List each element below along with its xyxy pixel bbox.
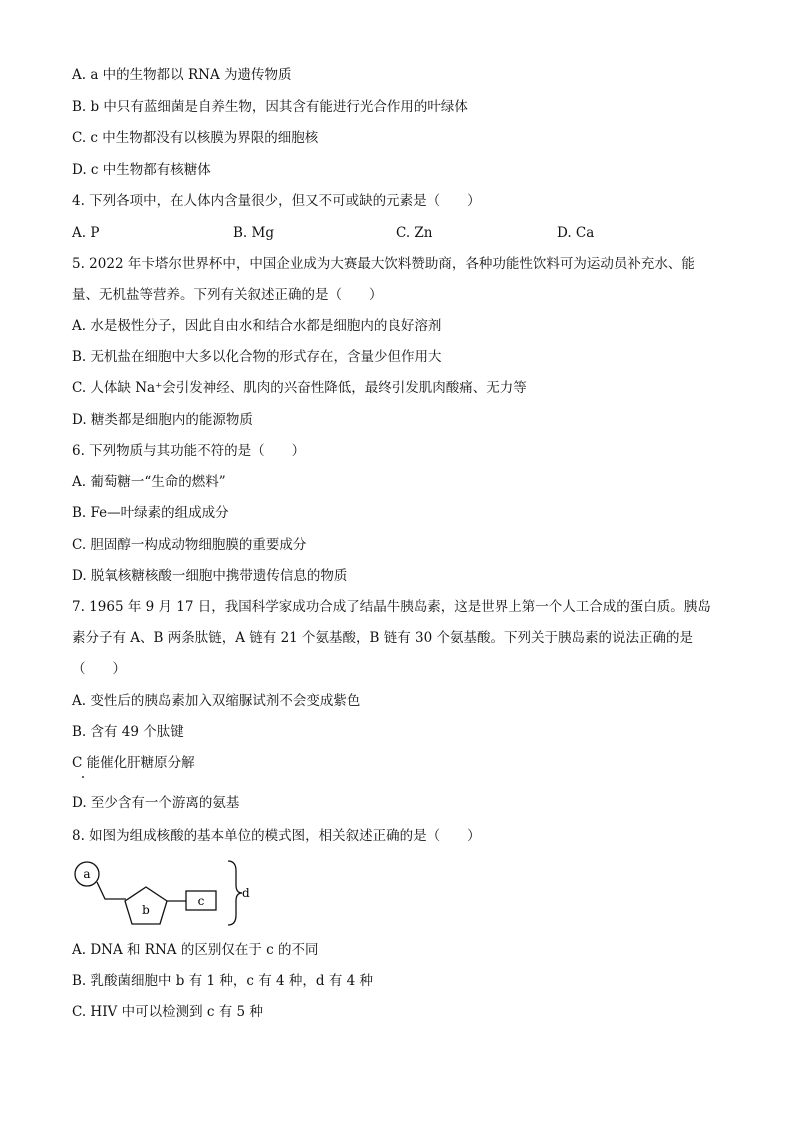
q8-option-c: C. HIV 中可以检测到 c 有 5 种 bbox=[72, 1004, 263, 1020]
q3-option-b: B. b 中只有蓝细菌是自养生物，因其含有能进行光合作用的叶绿体 bbox=[72, 99, 468, 115]
q7-option-c: C 能催化肝糖原分解 bbox=[72, 755, 195, 771]
q5-stem-line1: 5. 2022 年卡塔尔世界杯中，中国企业成为大赛最大饮料赞助商，各种功能性饮料可为运动员补充水、能 bbox=[72, 256, 695, 272]
q8-option-b: B. 乳酸菌细胞中 b 有 1 种，c 有 4 种，d 有 4 种 bbox=[72, 973, 374, 989]
q7-stem-line2: 素分子有 A、B 两条肽链，A 链有 21 个氨基酸，B 链有 30 个氨基酸。下列关于胰岛素的说法正确的是 bbox=[72, 630, 694, 646]
q3-option-d: D. c 中生物都有核糖体 bbox=[72, 162, 211, 178]
brace bbox=[228, 861, 242, 925]
q8-stem: 8. 如图为组成核酸的基本单位的模式图，相关叙述正确的是（ ） bbox=[72, 828, 481, 844]
bond-a-b bbox=[97, 882, 126, 899]
q7-option-b: B. 含有 49 个肽键 bbox=[72, 724, 184, 740]
nucleotide-diagram bbox=[66, 855, 266, 930]
q4-option-d: D. Ca bbox=[557, 225, 595, 241]
q5-option-b: B. 无机盐在细胞中大多以化合物的形式存在，含量少但作用大 bbox=[72, 349, 442, 365]
q4-option-a: A. P bbox=[72, 225, 100, 241]
q3-option-a: A. a 中的生物都以 RNA 为遗传物质 bbox=[72, 67, 292, 83]
q4-option-c: C. Zn bbox=[396, 225, 433, 241]
q8-option-a: A. DNA 和 RNA 的区别仅在于 c 的不同 bbox=[72, 942, 319, 958]
q5-option-d: D. 糖类都是细胞内的能源物质 bbox=[72, 412, 253, 428]
q4-option-b: B. Mg bbox=[233, 225, 274, 241]
q6-option-d: D. 脱氧核糖核酸一细胞中携带遗传信息的物质 bbox=[72, 568, 348, 584]
q7-stem-line1: 7. 1965 年 9 月 17 日，我国科学家成功合成了结晶牛胰岛素，这是世界上第一个人工合成的蛋白质。胰岛 bbox=[72, 599, 711, 615]
label-b: b bbox=[142, 903, 150, 917]
label-a: a bbox=[83, 867, 91, 881]
q3-option-c: C. c 中生物都没有以核膜为界限的细胞核 bbox=[72, 130, 319, 146]
q5-stem-line2: 量、无机盐等营养。下列有关叙述正确的是（ ） bbox=[72, 287, 383, 303]
q4-stem: 4. 下列各项中，在人体内含量很少，但又不可或缺的元素是（ ） bbox=[72, 193, 481, 209]
label-c: c bbox=[197, 894, 205, 908]
q6-option-c: C. 胆固醇一构成动物细胞膜的重要成分 bbox=[72, 537, 307, 553]
q7-option-d: D. 至少含有一个游离的氨基 bbox=[72, 795, 240, 811]
q6-option-b: B. Fe—叶绿素的组成成分 bbox=[72, 505, 229, 521]
q5-option-a: A. 水是极性分子，因此自由水和结合水都是细胞内的良好溶剂 bbox=[72, 318, 442, 334]
q7-option-a: A. 变性后的胰岛素加入双缩脲试剂不会变成紫色 bbox=[72, 693, 361, 709]
q5-option-c: C. 人体缺 Na⁺会引发神经、肌肉的兴奋性降低，最终引发肌肉酸痛、无力等 bbox=[72, 380, 527, 396]
q6-stem: 6. 下列物质与其功能不符的是（ ） bbox=[72, 443, 306, 459]
label-d: d bbox=[242, 886, 250, 900]
q6-option-a: A. 葡萄糖一“生命的燃料” bbox=[72, 474, 226, 490]
stray-mark bbox=[82, 776, 84, 778]
q7-stem-line3: （ ） bbox=[72, 661, 126, 677]
